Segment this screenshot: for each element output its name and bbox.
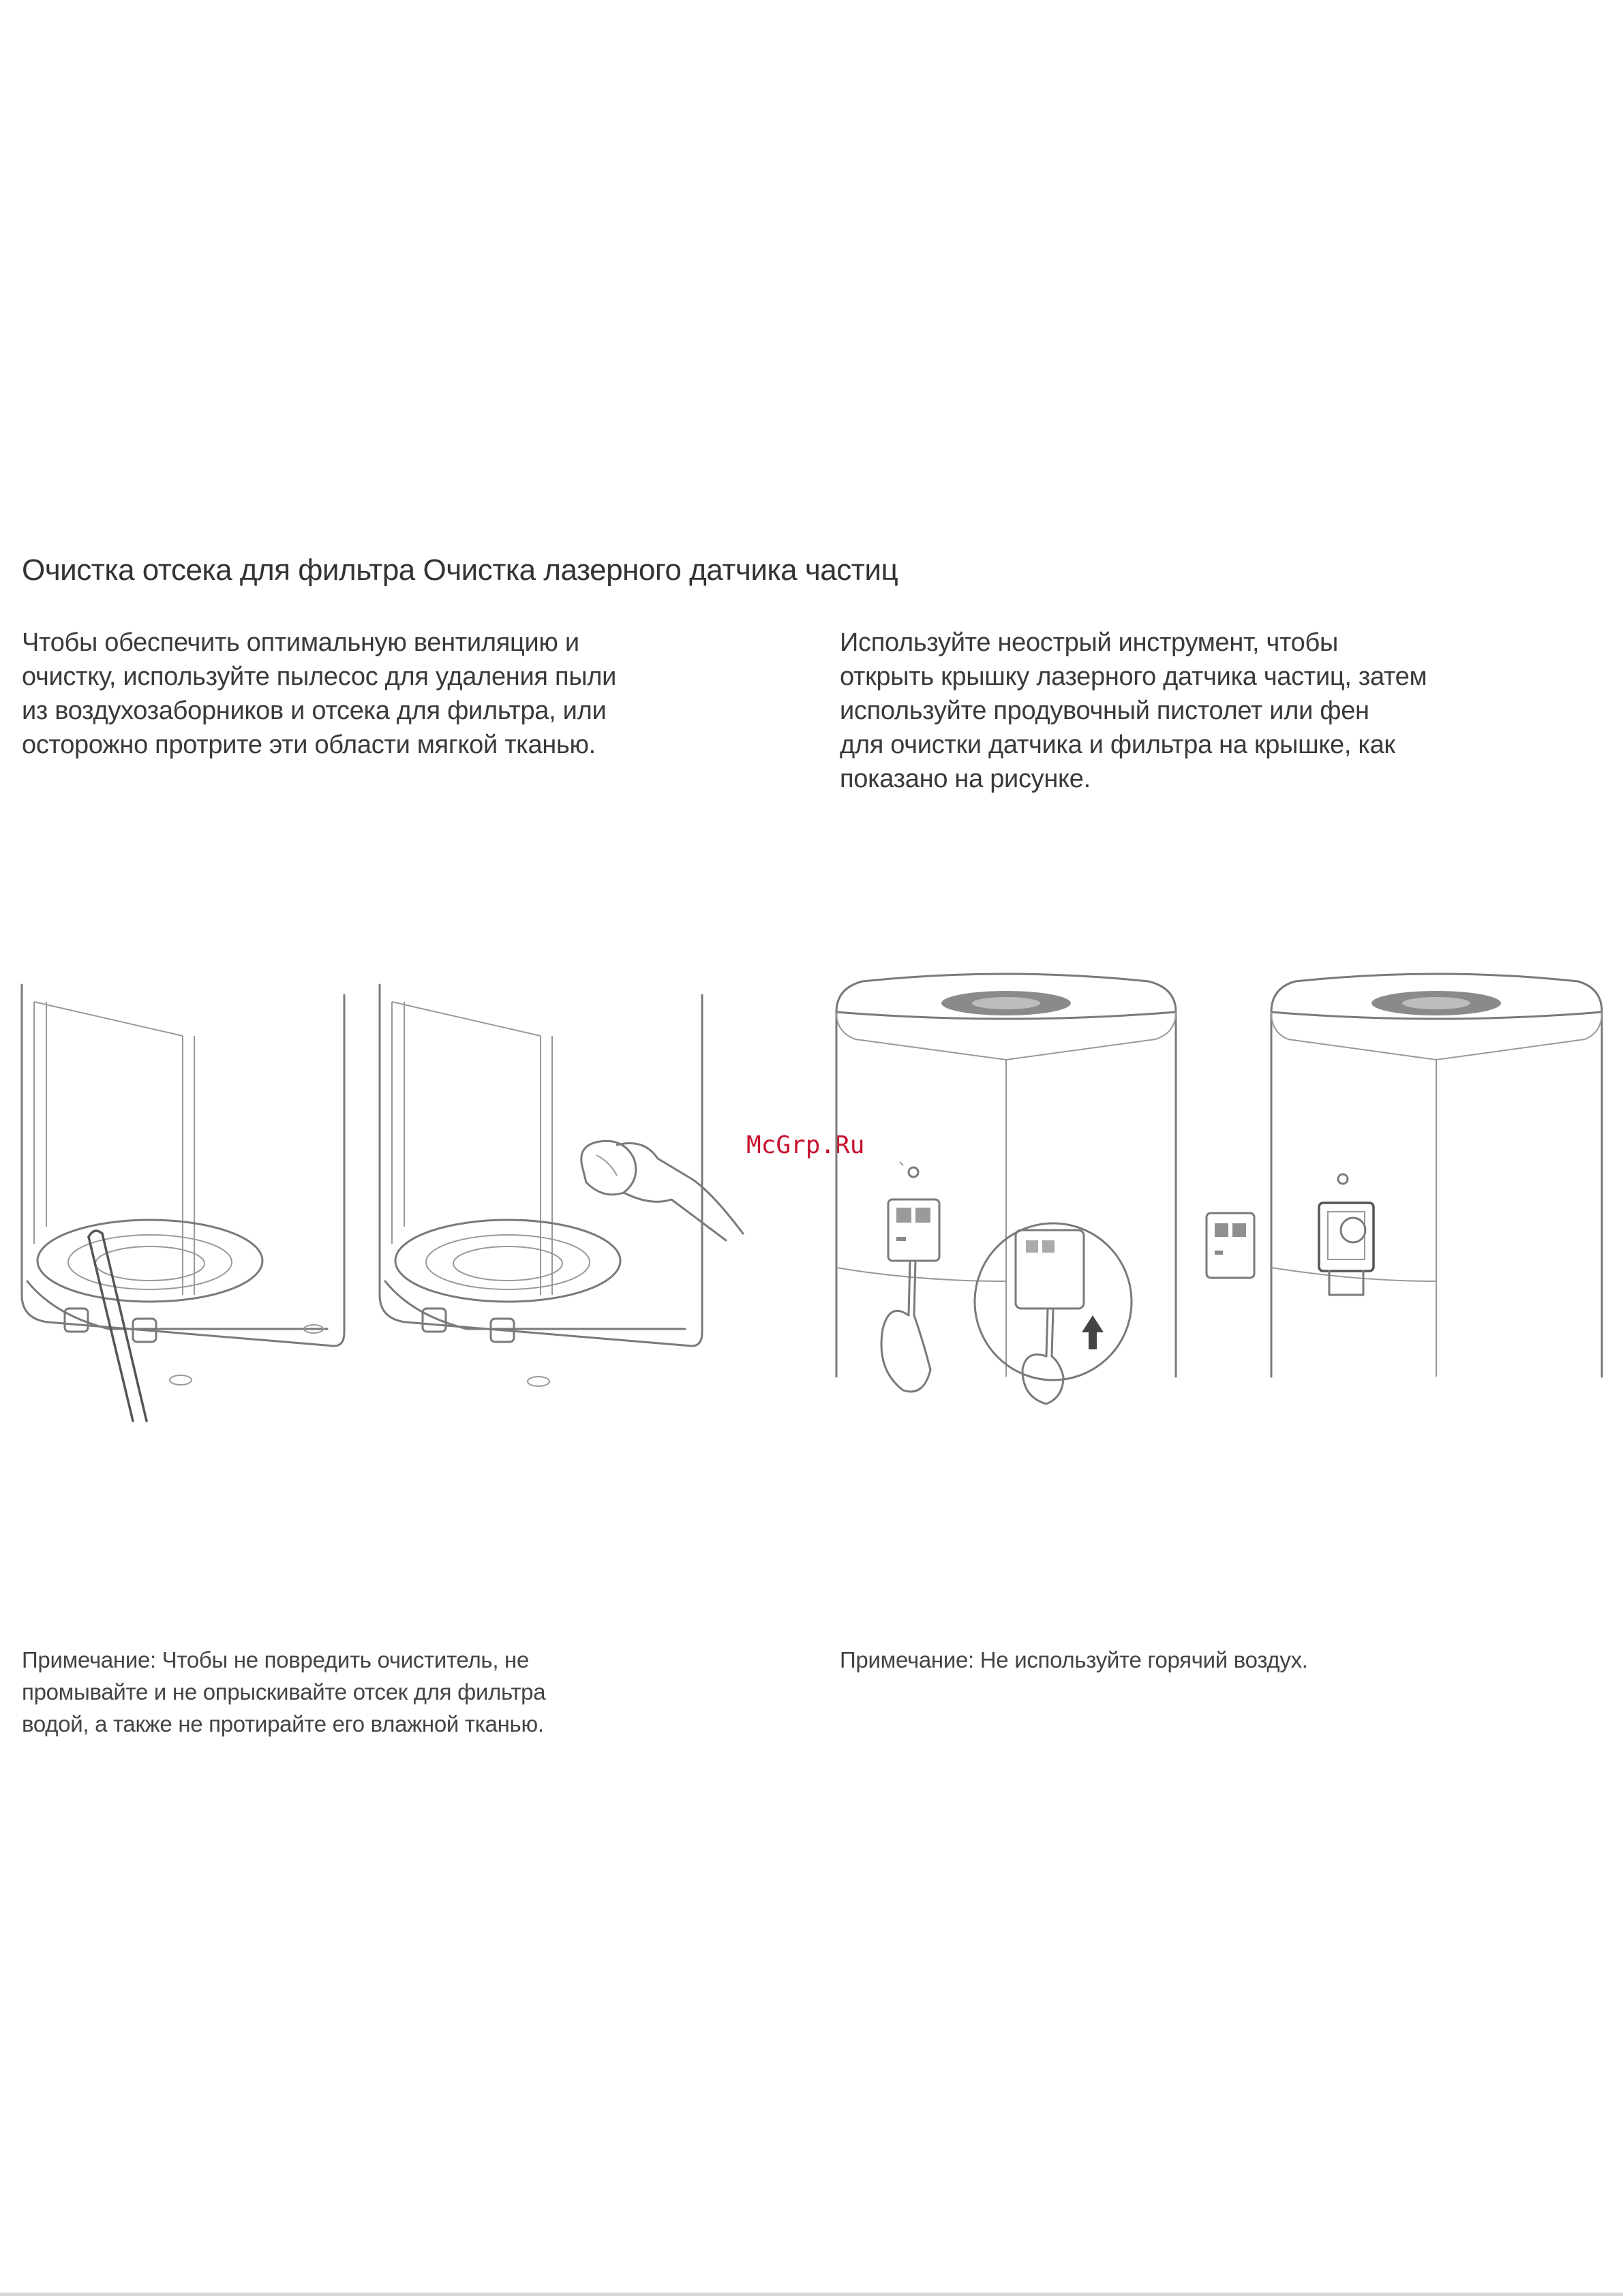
page-bottom-rule (0, 2293, 1623, 2296)
text-line: очистку, используйте пылесос для удаления пыли (22, 662, 617, 691)
text-line: осторожно протрите эти области мягкой тканью. (22, 731, 596, 759)
laser-sensor-note: Примечание: Не используйте горячий воздух. (840, 1647, 1308, 1672)
section-heading: Очистка отсека для фильтра Очистка лазерного датчика частиц (22, 553, 898, 587)
note-line: Примечание: Чтобы не повредить очиститель, не (22, 1647, 530, 1672)
vacuum-compartment-illustration (14, 975, 368, 1438)
text-line: Чтобы обеспечить оптимальную вентиляцию и (22, 628, 579, 657)
text-line: открыть крышку лазерного датчика частиц, затем (840, 662, 1427, 691)
text-line: используйте продувочный пистолет или фен (840, 697, 1369, 725)
sensor-exposed-illustration (1200, 961, 1609, 1383)
text-line: показано на рисунке. (840, 765, 1091, 793)
wipe-cloth-illustration (371, 975, 753, 1438)
text-line: из воздухозаборников и отсека для фильтра, или (22, 697, 607, 725)
text-line: Используйте неострый инструмент, чтобы (840, 628, 1338, 657)
text-line: для очистки датчика и фильтра на крышке, как (840, 731, 1395, 759)
filter-compartment-note (22, 1644, 635, 1740)
note-line: водой, а также не протирайте его влажной тканью. (22, 1711, 544, 1736)
note-line: промывайте и не опрыскивайте отсек для фильтра (22, 1679, 546, 1704)
watermark-text: McGrp.Ru (746, 1131, 865, 1159)
filter-compartment-instructions (22, 626, 744, 762)
open-sensor-cover-illustration (828, 961, 1196, 1431)
laser-sensor-instructions (840, 626, 1576, 796)
